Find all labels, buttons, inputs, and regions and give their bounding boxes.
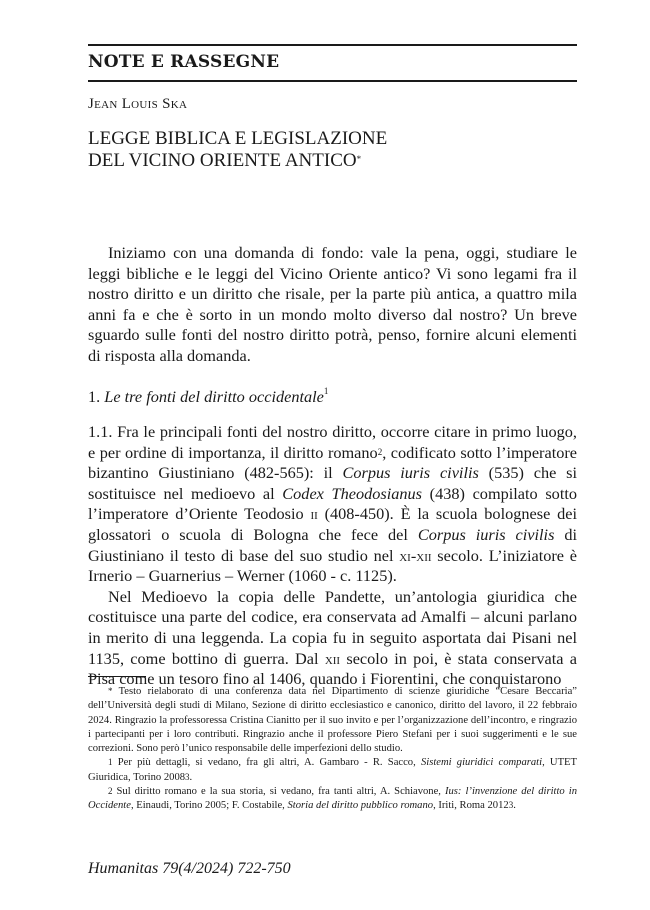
paragraph-2 — [88, 587, 577, 690]
footnote-1-text-b: , UTET Giuridica, Torino 2008 — [88, 757, 577, 783]
p1-text-b: , codificato sotto l’imperatore bizantino Giustiniano (482-565): il — [88, 442, 578, 483]
p2-text-a: Nel Medioevo la copia delle Pandette, un’antologia giuridica che costituisce una parte del codice, era conservata ad Amalfi – alcuni parlano in merito di una leggenda. La copia fu in seguito asportata dai Pisani nel 1135, come bottino di guerra. Dal — [88, 586, 577, 668]
p1-text-e: (408-450). È la scuola bolognese dei glossatori o scuola di Bologna che fece del — [88, 504, 577, 544]
p1-text-a: 1.1. Fra le principali fonti del nostro diritto, occorre citare in primo luogo, e per ordine di importanza, il diritto romano — [88, 422, 577, 462]
footnote-ref-1: 1 — [323, 386, 329, 396]
footnote-2-edition: 3 — [508, 800, 514, 811]
footnote-star-mark: * — [108, 686, 113, 696]
p1-text-g: secolo. L’iniziatore è Irnerio – Guarnerius – Werner (1060 - c. 1125). — [88, 545, 578, 586]
footnote-separator — [88, 676, 146, 677]
footnote-2 — [88, 785, 577, 814]
footnote-2-text-b: , Einaudi, Torino 2005; F. Costabile, — [130, 800, 288, 812]
footnote-1-title: Sistemi giuridici comparati — [420, 757, 543, 769]
p1-centuries: xi-xii — [399, 545, 432, 565]
intro-paragraph: Iniziamo con una domanda di fondo: vale la pena, oggi, studiare le leggi bibliche e le leggi del Vicino Oriente antico? Vi sono legami fra il nostro diritto e un diritto che risale, per la parte più antica, a quattro mila anni fa e che è sorto in un mondo molto diverso dal nostro? Un breve sguardo sulle fonti del nostro diritto potrà, penso, fornire alcuni elementi di risposta alla domanda. — [88, 243, 577, 365]
footnote-ref-2: 2 — [377, 446, 383, 457]
p1-text-c: (535) che si sostituisce nel medioevo al — [88, 463, 577, 503]
footnote-1-text-a: Per più dettagli, si vedano, fra gli altri, A. Gambaro - R. Sacco, — [117, 757, 421, 769]
intro-paragraph-block — [88, 243, 577, 367]
footnote-star — [88, 685, 577, 756]
p1-corpus-title-2: Corpus iuris civilis — [417, 524, 555, 544]
body-text — [88, 422, 577, 690]
p2-text-b: secolo in poi, è stata conservata a Pisa come un tesoro fino al 1406, quando i Fiorentini, che conquistarono — [88, 648, 577, 689]
journal-citation: Humanitas 79(4/2024) 722-750 — [88, 860, 291, 877]
article-author: Jean Louis Ska — [88, 96, 188, 112]
p1-roman-numeral: ii — [310, 504, 318, 524]
footnote-1-text-c: . — [189, 771, 193, 783]
section-heading-number: 1. — [88, 387, 101, 406]
footnote-2-text-a: Sul diritto romano e la sua storia, si vedano, fra tanti altri, A. Schiavone, — [116, 786, 445, 798]
section-rule — [88, 80, 577, 82]
article-title-line-2-text: DEL VICINO ORIENTE ANTICO — [88, 150, 357, 171]
paragraph-1-1 — [88, 422, 577, 587]
footnotes — [88, 685, 577, 814]
p1-text-f: di Giustiniano il testo di base del suo studio nel — [88, 524, 577, 565]
article-title-line-2 — [88, 150, 387, 172]
section-heading — [88, 387, 328, 407]
footnote-2-mark: 2 — [108, 786, 113, 797]
footnote-1-mark: 1 — [108, 757, 113, 768]
p1-text-d: (438) compilato sotto l’imperatore d’Oriente Teodosio — [88, 483, 578, 524]
footnote-1-edition: 3 — [185, 771, 190, 782]
footnote-2-title: Ius: l’invenzione del diritto in Occidente — [88, 786, 577, 812]
article-title-line-1: LEGGE BIBLICA E LEGISLAZIONE — [88, 128, 388, 149]
p1-corpus-title: Corpus iuris civilis — [342, 463, 479, 483]
footnote-star-text: Testo rielaborato di una conferenza data nel Dipartimento di scienze giuridiche “Cesare Beccaria” dell’Università degli studi di Milano, Sezione di diritto ecclesiastico e canonico, diritto del lavoro, il 22 febbraio 2024. Ringrazio la professoressa Cristina Cianitto per il suo invito e per l’organizzazione dell’incontro, e ringrazio i partecipanti per i loro contributi. Ringrazio anche il professore Piero Stefani per i suoi suggerimenti e le sue correzioni. Sono però l’unico responsabile delle imperfezioni dello studio. — [88, 686, 577, 755]
p1-codex-title: Codex Theodosianus — [282, 483, 423, 503]
section-heading-text: Le tre fonti del diritto occidentale — [104, 387, 324, 406]
footnote-2-text-c: , Iriti, Roma 2012 — [433, 800, 509, 812]
top-rule — [88, 44, 577, 46]
article-footnote-marker: * — [356, 154, 362, 164]
footnote-2-title-2: Storia del diritto pubblico romano — [287, 800, 434, 812]
section-title: NOTE E RASSEGNE — [88, 52, 280, 72]
footnote-2-text-d: . — [513, 800, 516, 812]
article-title — [88, 128, 387, 172]
footnote-1 — [88, 756, 577, 785]
p2-century: xii — [324, 648, 341, 668]
